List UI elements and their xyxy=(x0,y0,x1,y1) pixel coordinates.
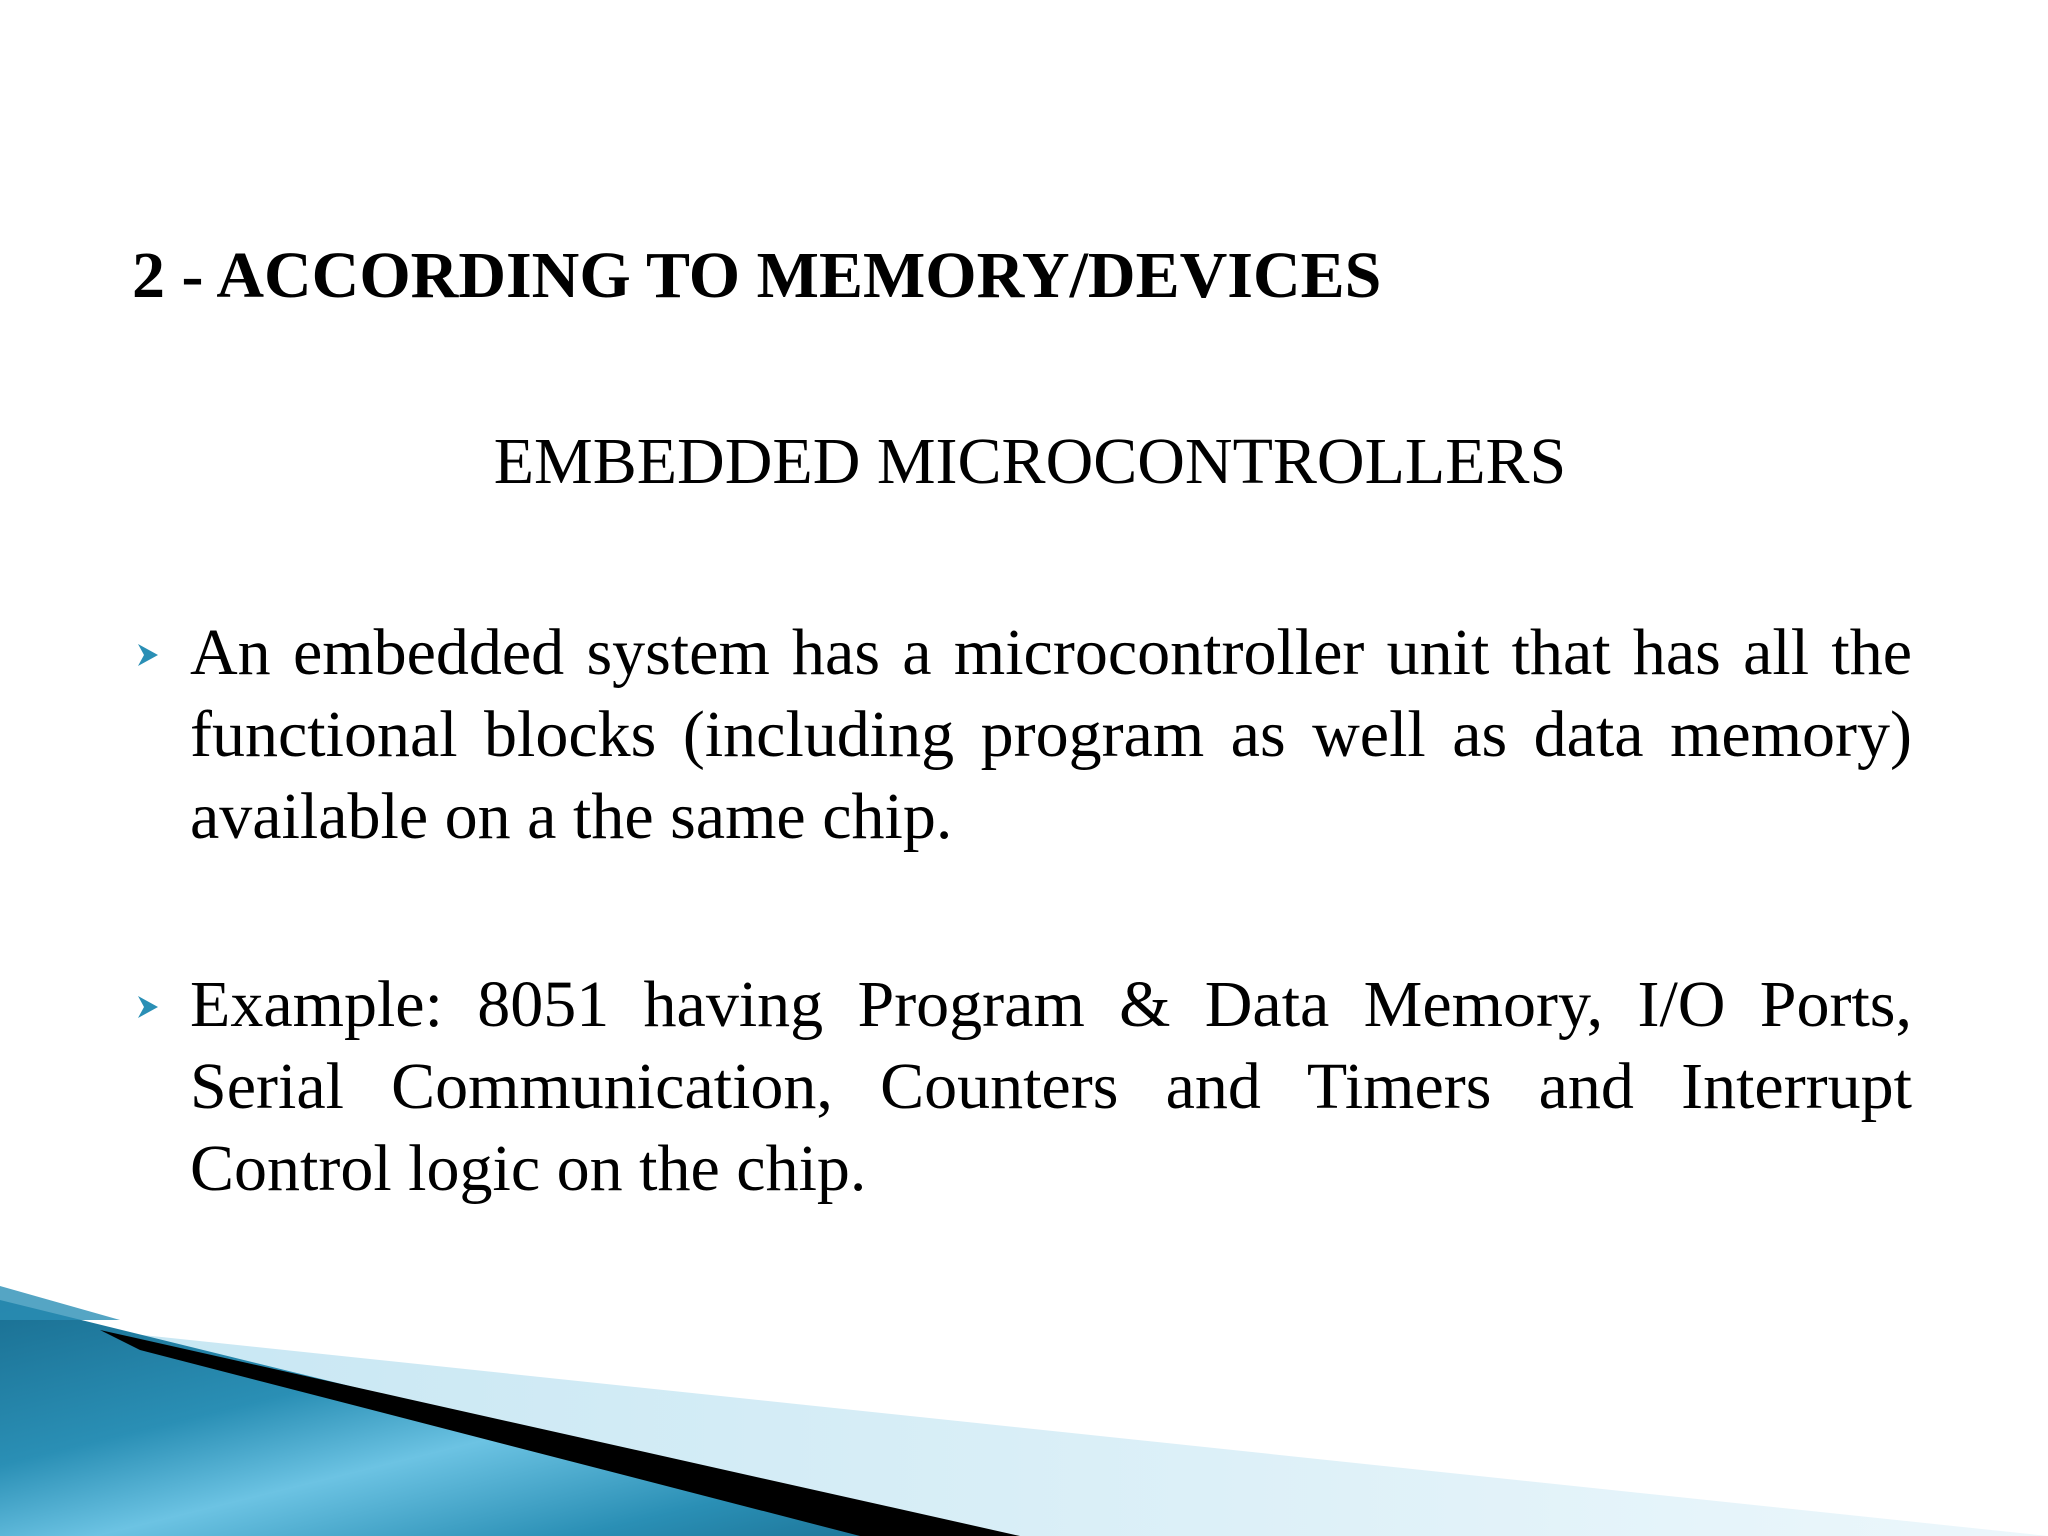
bullet-list xyxy=(132,612,1912,1316)
bullet-item xyxy=(132,964,1912,1210)
arrowhead-bullet-icon xyxy=(138,996,158,1018)
bullet-text: Example: 8051 having Program & Data Memory, I/O Ports, Serial Communication, Counters and Timers and Interrupt Control logic on the chip. xyxy=(190,968,1912,1205)
decorative-swoosh xyxy=(0,1280,2048,1536)
bullet-item xyxy=(132,612,1912,858)
slide-subheading: EMBEDDED MICROCONTROLLERS xyxy=(493,425,1567,498)
arrowhead-bullet-icon xyxy=(138,644,158,666)
slide-heading: 2 - ACCORDING TO MEMORY/DEVICES xyxy=(132,239,1382,312)
bullet-text: An embedded system has a microcontroller unit that has all the functional blocks (including program as well as data memory) available on a the same chip. xyxy=(190,616,1912,853)
